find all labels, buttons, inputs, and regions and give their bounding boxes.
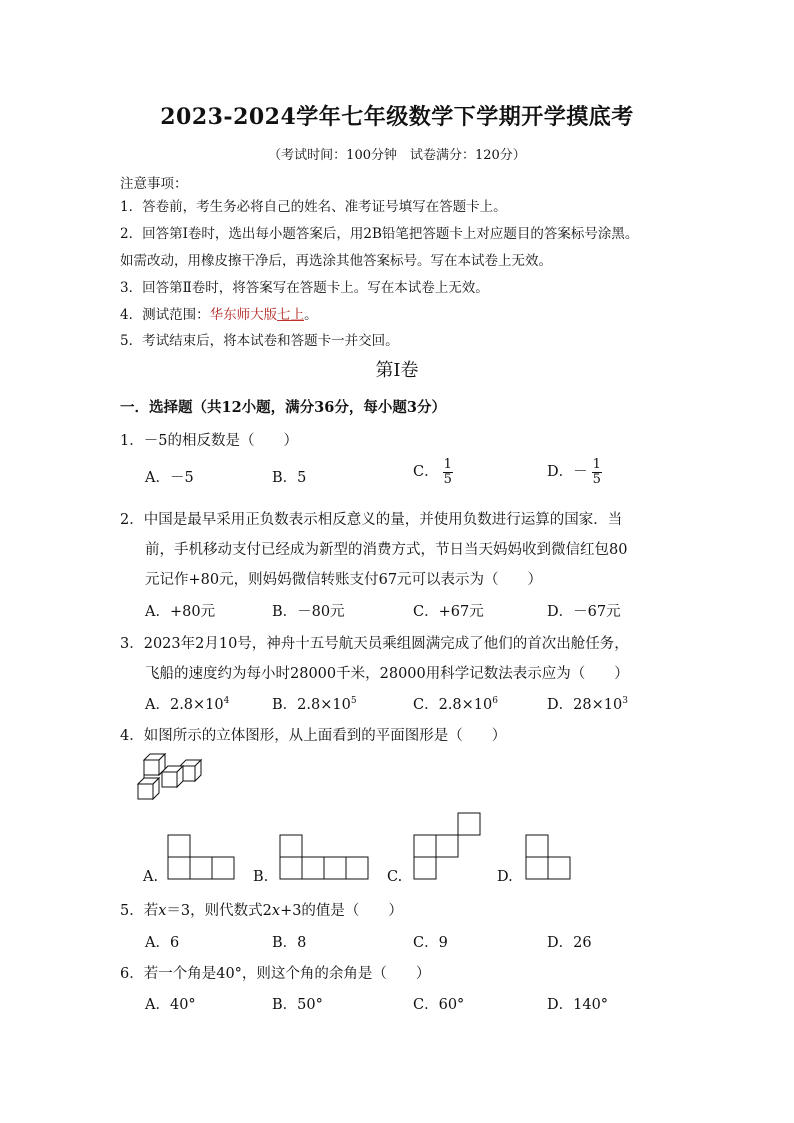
q3-line-1: 3．2023年2月10号，神舟十五号航天员乘组圆满完成了他们的首次出舱任务， <box>120 636 629 652</box>
solid-figure-cubes <box>132 748 216 806</box>
q1-option-a: A．－5 <box>145 470 194 486</box>
exam-title: 2023-2024学年七年级数学下学期开学摸底考 <box>160 104 634 130</box>
notes-heading: 注意事项： <box>120 176 188 192</box>
q5-option-c: C．9 <box>413 935 448 951</box>
note-4 <box>120 303 318 323</box>
q1-option-c-label: C． <box>413 464 439 481</box>
fraction-denominator: 5 <box>592 471 601 487</box>
q5-option-d: D．26 <box>547 935 592 951</box>
q4-stem: 4．如图所示的立体图形，从上面看到的平面图形是（ ） <box>120 728 507 744</box>
test-range-publisher: 华东师大版 <box>209 307 278 323</box>
note-2a: 2．回答第Ⅰ卷时，选出每小题答案后，用2B铅笔把答题卡上对应题目的答案标号涂黑。 <box>120 226 639 242</box>
q5-variable-x: x <box>271 903 281 919</box>
q4-option-a: A. <box>143 869 159 885</box>
q3-option-b <box>272 693 357 714</box>
exam-subtitle: （考试时间：100分钟 试卷满分：120分） <box>268 148 526 163</box>
q5-stem-b: ＝3，则代数式2 <box>166 903 272 919</box>
q4-option-b: B. <box>253 869 269 885</box>
q6-option-d: D．140° <box>547 997 609 1013</box>
q5-option-a: A．6 <box>145 935 180 951</box>
q1-option-d <box>547 458 602 486</box>
q3-option-a-base: A．2.8×10 <box>145 697 224 713</box>
q6-option-b: B．50° <box>272 997 323 1013</box>
note-5: 5．考试结束后，将本试卷和答题卡一并交回。 <box>120 333 399 349</box>
note-4-suffix: 。 <box>304 307 318 323</box>
q2-line-2: 前，手机移动支付已经成为新型的消费方式，节日当天妈妈收到微信红包80 <box>145 542 628 558</box>
q3-option-d-base: D．28×10 <box>547 697 623 713</box>
q3-option-c-base: C．2.8×10 <box>413 697 493 713</box>
volume-title: 第Ⅰ卷 <box>375 360 419 381</box>
q3-option-d <box>547 693 628 714</box>
q1-stem: 1．－5的相反数是（ ） <box>120 433 298 449</box>
q5-stem-a: 5．若 <box>120 903 159 919</box>
q1-option-c-fraction <box>443 458 453 486</box>
q2-line-1: 2．中国是最早采用正负数表示相反意义的量，并使用负数进行运算的国家．当 <box>120 512 623 528</box>
q2-option-d: D．－67元 <box>547 604 621 620</box>
q4-option-a-figure <box>167 834 237 882</box>
q3-option-d-exponent: 3 <box>622 696 628 707</box>
note-4-prefix: 4．测试范围： <box>120 307 210 323</box>
q4-option-d: D. <box>497 869 513 885</box>
fraction-denominator: 5 <box>443 471 452 487</box>
q6-stem: 6．若一个角是40°，则这个角的余角是（ ） <box>120 966 431 982</box>
section-heading: 一．选择题（共12小题，满分36分，每小题3分） <box>120 399 446 416</box>
q3-line-2: 飞船的速度约为每小时28000千米，28000用科学记数法表示应为（ ） <box>145 666 629 682</box>
q1-option-d-fraction <box>592 458 602 486</box>
q4-option-d-figure <box>525 834 575 882</box>
q3-option-a-exponent: 4 <box>223 696 230 707</box>
q2-option-a: A．+80元 <box>145 604 216 620</box>
fraction-numerator: 1 <box>443 457 452 472</box>
q1-option-d-label: D．－ <box>547 464 588 481</box>
q2-option-b: B．－80元 <box>272 604 345 620</box>
q6-option-c: C．60° <box>413 997 465 1013</box>
q4-option-b-figure <box>279 834 373 882</box>
q1-option-b: B．5 <box>272 470 307 486</box>
note-1: 1．答卷前，考生务必将自己的姓名、准考证号填写在答题卡上。 <box>120 199 507 215</box>
q4-option-c: C. <box>387 869 403 885</box>
note-3: 3．回答第Ⅱ卷时，将答案写在答题卡上。写在本试卷上无效。 <box>120 280 489 296</box>
q3-option-c <box>413 693 498 714</box>
q3-option-a <box>145 693 229 714</box>
q3-option-b-base: B．2.8×10 <box>272 697 351 713</box>
test-range-grade: 七上 <box>277 307 305 323</box>
q5-variable-x: x <box>158 903 167 919</box>
q2-line-3: 元记作+80元，则妈妈微信转账支付67元可以表示为（ ） <box>145 572 543 588</box>
q2-option-c: C．+67元 <box>413 604 484 620</box>
fraction-numerator: 1 <box>592 457 601 472</box>
q5-stem <box>120 899 403 920</box>
q4-option-c-figure <box>413 812 485 882</box>
q6-option-a: A．40° <box>145 997 196 1013</box>
note-2b: 如需改动，用橡皮擦干净后，再选涂其他答案标号。写在本试卷上无效。 <box>120 253 552 269</box>
q3-option-c-exponent: 6 <box>492 696 498 707</box>
q5-option-b: B．8 <box>272 935 307 951</box>
q3-option-b-exponent: 5 <box>350 696 357 707</box>
q5-stem-c: +3的值是（ ） <box>280 903 403 919</box>
q1-option-c <box>413 458 453 486</box>
